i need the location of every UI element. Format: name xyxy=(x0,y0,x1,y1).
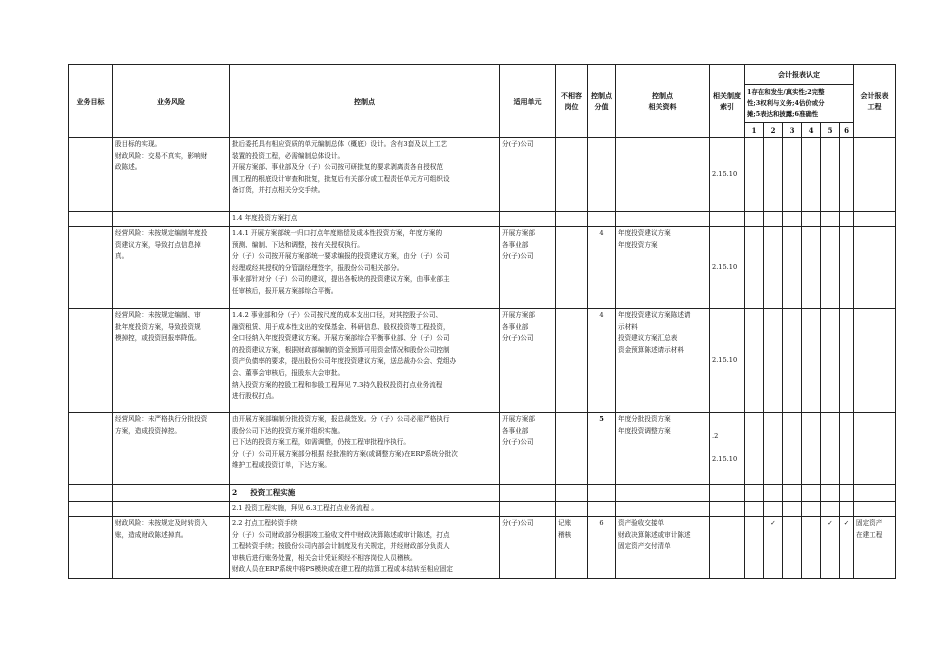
unit-cell: 开展方案部 各事业部 分(子)公司 xyxy=(500,309,556,413)
header-risk: 业务风险 xyxy=(113,65,230,138)
table-row xyxy=(69,138,896,212)
table-row xyxy=(69,309,896,413)
audit-num: 5 xyxy=(821,123,840,138)
section-row xyxy=(69,212,896,227)
section-title: 2 投资工程实施 xyxy=(230,485,500,502)
control-cell: 2.2 打点工程转资手续 分（子）公司财政部分根据竣工验收文件中财政决算陈述或审计陈述，打点 工程转资手续；按股份公司内部会计制度及有关规定，并经财政部分负责人 审核后进行账务处置，相关会计凭证须经不相容岗位人员稽核。 财政人员在ERP系统中将PS模块或在建工程的结算工程或本结转至相应固定 xyxy=(230,517,500,579)
table-row xyxy=(69,413,896,485)
goal-cell xyxy=(69,138,113,212)
risk-cell: 股目标的实现。 财政风险：交易不真实，影响财 政陈述。 xyxy=(113,138,230,212)
materials-cell: 年度投资建议方案陈述请 示材料 投资建议方案汇总表 资金预算陈述请示材料 xyxy=(616,309,710,413)
materials-cell: 资产验收交接单 财政决算陈述或审计陈述 固定资产交付清单 xyxy=(616,517,710,579)
score-cell: 6 xyxy=(588,517,616,579)
unit-cell: 开展方案部 各事业部 分(子)公司 xyxy=(500,227,556,309)
control-cell: 1.4.2 事业部和分（子）公司按尺度的成本支出口径，对其控股子公司、 融资租赁、用于成本性支出的安保基金、科研信息、股权投资等工程投资， 全口径纳入年度投资建议方案。开展方案部综合平衡事业部、分（子）公司 的投资建议方案，根据财政部编制的资金预算可用资金情况和股份公司控制 资产负债率的要求，提出股份公司年度投资建议方案，送总裁办公会、党组办 会、董事会审核后，报股东大会审批。 纳入投资方案的控股工程和参股工程拜见 7.3持久股权投资打点业务流程 进行股权打点。 xyxy=(230,309,500,413)
materials-cell: 年度投资建议方案 年度投资方案 xyxy=(616,227,710,309)
internal-control-table xyxy=(68,64,896,579)
check-mark: ✓ xyxy=(840,517,854,579)
unit-cell: 分(子)公司 xyxy=(500,138,556,212)
header-audit-title: 会计报表认定 xyxy=(745,65,854,85)
check-mark xyxy=(745,517,764,579)
ref-cell: 2.15.10 xyxy=(710,227,745,309)
score-cell: 4 xyxy=(588,227,616,309)
header-goal: 业务目标 xyxy=(69,65,113,138)
audit-num: 3 xyxy=(783,123,802,138)
header-score: 控制点 分值 xyxy=(588,65,616,138)
check-mark xyxy=(783,517,802,579)
section-row xyxy=(69,502,896,517)
ref-cell: .2 2.15.10 xyxy=(710,413,745,485)
risk-cell: 经营风险：未按规定编制、审 批年度投资方案，导致投资规 模掉控，或投资回报率降低。 xyxy=(113,309,230,413)
audit-num: 4 xyxy=(802,123,821,138)
header-unit: 适用单元 xyxy=(500,65,556,138)
header-project: 会计报表 工程 xyxy=(854,65,896,138)
table-row xyxy=(69,227,896,309)
incompatible-cell: 记账 稽核 xyxy=(556,517,588,579)
audit-num: 1 xyxy=(745,123,764,138)
header-materials: 控制点 相关资料 xyxy=(616,65,710,138)
check-mark xyxy=(802,517,821,579)
project-cell: 固定资产 在建工程 xyxy=(854,517,896,579)
control-cell: 批后委托具有相应资质的单元编制总体（概底）设计。含有3套及以上工艺 装置的投资工程，必需编制总体设计。 开展方案部、事业部及分（子）公司按可研批复的要求剥离责各自授权范 围工程的根底设计审查和批复，批复后有关部分或工程责任单元方可组织设 备订货，并打点相关分交手续。 xyxy=(230,138,500,212)
materials-cell: 年度分批投资方案 年度投资调整方案 xyxy=(616,413,710,485)
header-incompatible: 不相容 岗位 xyxy=(556,65,588,138)
section-row xyxy=(69,485,896,502)
score-cell: 4 xyxy=(588,309,616,413)
check-mark: ✓ xyxy=(821,517,840,579)
header-ref: 相关制度 索引 xyxy=(710,65,745,138)
score-cell: 5 xyxy=(588,413,616,485)
ref-cell: 2.15.10 xyxy=(710,309,745,413)
check-mark: ✓ xyxy=(764,517,783,579)
control-cell: 由开展方案部编制分批投资方案，报总裁签发。分（子）公司必需严格执行 股份公司下达的投资方案并组织实施。 已下达的投资方案工程，如需调整，仍按工程审批程序执行。 分（子）公司开展方案部分根据 经批准的方案(或调整方案)在ERP系统分批次 维护工程或投资订单，下达方案。 xyxy=(230,413,500,485)
table-row xyxy=(69,517,896,579)
unit-cell: 分(子)公司 xyxy=(500,517,556,579)
section-title: 1.4 年度投资方案打点 xyxy=(230,212,500,227)
audit-num: 6 xyxy=(840,123,854,138)
risk-cell: 经营风险：未严格执行分批投资 方案，造成投资掉控。 xyxy=(113,413,230,485)
unit-cell: 开展方案部 各事业部 分(子)公司 xyxy=(500,413,556,485)
section-title: 2.1 投资工程实施，拜见 6.3工程打点业务流程 。 xyxy=(230,502,500,517)
risk-cell: 经营风险：未按规定编制年度投 资建议方案，导致打点信息掉 真。 xyxy=(113,227,230,309)
control-cell: 1.4.1 开展方案部统一归口打点年度赔偿及成本性投资方案，年度方案的 预测、编制、下达和调整，按有关授权执行。 分（子）公司按开展方案部统一要求编报的投资建议方案，由分（子）公司 经理或经其授权的分管副经理签字，报股份公司相关部分。 事业部针对分（子）公司的建议，提出各板块的投资建议方案，由事业部主 任审核后，报开展方案部综合平衡。 xyxy=(230,227,500,309)
header-control: 控制点 xyxy=(230,65,500,138)
audit-num: 2 xyxy=(764,123,783,138)
risk-cell: 财政风险：未按规定及时转资入 账，造成财政陈述掉真。 xyxy=(113,517,230,579)
header-audit-desc: 1存在和发生/真实性;2完整 性;3权利与义务;4估价或分 摊;5表达和披露;6准确性 xyxy=(745,85,854,123)
ref-cell: 2.15.10 xyxy=(710,138,745,212)
